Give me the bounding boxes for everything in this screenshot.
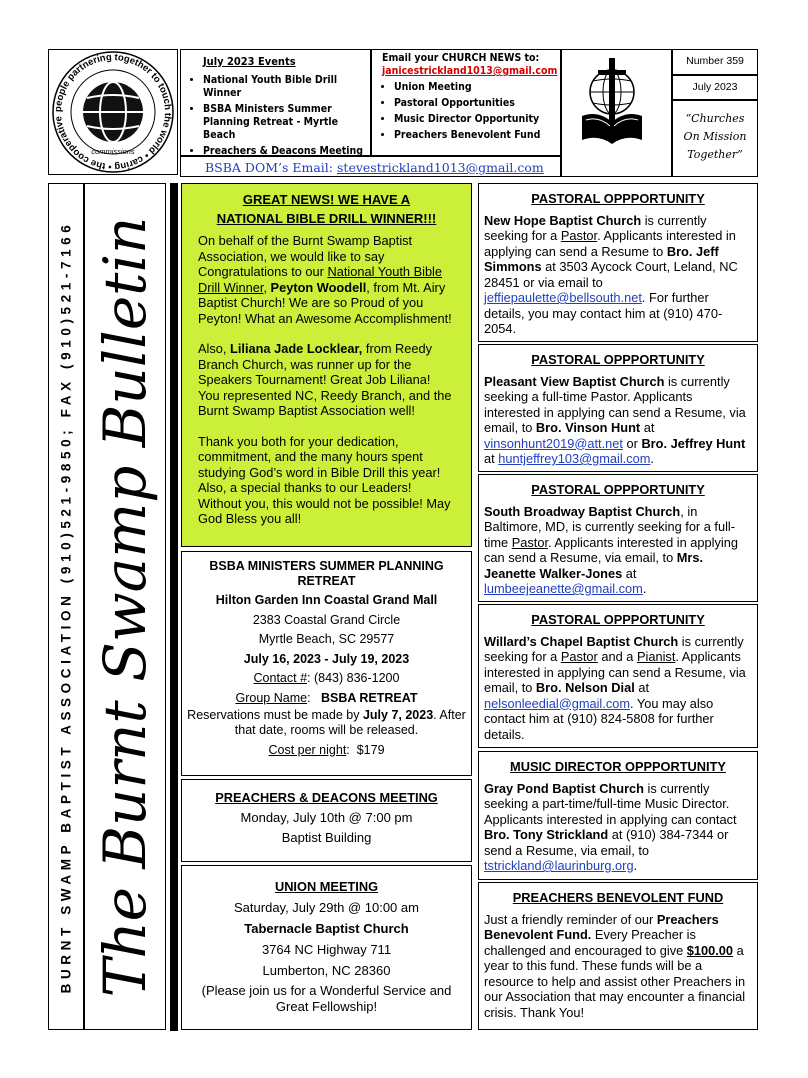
text: . Applicants interested in applying can send a Resume, via email, to [484, 649, 746, 695]
church-name: Gray Pond Baptist Church [484, 780, 644, 796]
preachers-deacons-article [181, 779, 472, 862]
events-list [181, 74, 370, 158]
union-meeting-article [181, 865, 472, 1030]
bible-drill-title [198, 190, 455, 228]
retreat-reservation [186, 708, 467, 738]
association-contact: BURNT SWAMP BAPTIST ASSOCIATION (910)521-9850; FAX (910)521-7166 [58, 220, 74, 993]
text: , [263, 279, 271, 295]
motto-line: “Churches [685, 112, 745, 125]
retreat-address: 2383 Coastal Grand Circle [252, 612, 401, 627]
opportunity-title: PASTORAL OPPPORTUNITY [531, 612, 705, 627]
opportunity-body [484, 781, 752, 874]
pastoral-opportunity-south-broadway [478, 474, 758, 602]
text: . Applicants interested in applying can send a Resume to [484, 228, 736, 259]
events-box [180, 49, 371, 156]
retreat-article [181, 551, 472, 776]
retreat-title: BSBA MINISTERS SUMMER PLANNING RETREAT [209, 559, 444, 588]
text: , from Mt. Airy Baptist Church! We are so Proud of you Peyton! What an Awesome Accomplishment! [198, 279, 452, 326]
text: BSBA RETREAT [320, 690, 418, 705]
opportunity-title: MUSIC DIRECTOR OPPPORTUNITY [510, 759, 726, 774]
dom-email-box [180, 156, 561, 177]
church-news-email[interactable]: janicestrickland1013@gmail.com [382, 65, 558, 77]
pastoral-opportunity-willards-chapel [478, 604, 758, 748]
church-name: Willard’s Chapel Baptist Church [484, 633, 679, 649]
union-church: Tabernacle Baptist Church [244, 921, 409, 936]
bulletin-title: The Burnt Swamp Bulletin [91, 216, 159, 997]
event-item: • National Youth Bible Drill Winner [203, 74, 370, 100]
church-name: New Hope Baptist Church [484, 212, 642, 228]
contact-email-link[interactable]: vinsonhunt2019@att.net [484, 435, 623, 451]
union-note: (Please join us for a Wonderful Service and Great Fellowship! [201, 983, 452, 1014]
bulletin-masthead [84, 183, 166, 1030]
pastoral-opportunity-new-hope [478, 183, 758, 342]
text: at [484, 451, 499, 466]
contact-name: Bro. Jeffrey Hunt [641, 435, 746, 451]
contact-name: Bro. Nelson Dial [535, 680, 635, 695]
text: is currently seeking a part-time/full-time Music Director. Applicants interested in applying can contact [484, 780, 737, 827]
text: at 3503 Aycock Court, Leland, NC 28451 or via email to [484, 259, 738, 290]
text: Also, [198, 341, 231, 356]
pastoral-opportunity-pleasant-view [478, 344, 758, 472]
retreat-contact [186, 669, 467, 689]
text: . [650, 451, 654, 466]
association-sidebar [48, 183, 84, 1030]
contact-email-link[interactable]: jeffiepaulette@bellsouth.net [484, 290, 642, 305]
text: . [633, 858, 638, 873]
union-address: 3764 NC Highway 711 [261, 942, 392, 957]
position: Pastor [511, 534, 549, 550]
events-title: July 2023 Events [203, 55, 296, 68]
text: or [622, 435, 642, 451]
contact-name: Bro. Jeff Simmons [484, 243, 719, 274]
text: Reservations must be made by [187, 708, 363, 722]
paragraph: Thank you both for your dedication, commitment, and the many hours spent studying God’s word in Bible Drill this year! Also, a special thanks to our Leaders! Without you, this would not be possible! May God Bless you all! [198, 433, 451, 526]
news-item: • Music Director Opportunity [394, 113, 560, 125]
text: Contact # [253, 671, 308, 685]
motto [672, 100, 758, 177]
text: , in Baltimore, MD, is currently seeking for a full-time [484, 503, 736, 550]
event-item: • BSBA Ministers Summer Planning Retreat - Myrtle Beach [203, 103, 370, 142]
fund-title: PREACHERS BENEVOLENT FUND [512, 890, 724, 905]
title-line: GREAT NEWS! WE HAVE A [242, 192, 411, 207]
cooperative-program-logo [48, 49, 178, 175]
runner-up-name: Liliana Jade Locklear, [230, 341, 363, 356]
union-city: Lumberton, NC 28360 [262, 963, 391, 978]
text: National Youth Bible Drill Winner [198, 264, 443, 295]
church-news-label: Email your CHURCH NEWS to: [382, 52, 540, 64]
text: . [642, 581, 647, 596]
text: at [622, 565, 637, 581]
text: Cost per night [268, 743, 347, 757]
preachers-when: Monday, July 10th @ 7:00 pm [240, 810, 413, 825]
preachers-where: Baptist Building [281, 830, 372, 845]
issue-number: Number 359 [672, 49, 758, 75]
text: $179 [356, 743, 385, 757]
text: at [634, 680, 649, 695]
dom-email-link[interactable]: stevestrickland1013@gmail.com [337, 160, 544, 175]
position: Pastor [560, 649, 598, 664]
motto-line: Together” [687, 148, 743, 161]
paragraph [198, 341, 455, 419]
cross-bible-box [561, 49, 672, 177]
church-news-prompt [382, 52, 560, 78]
fund-name: Preachers Benevolent Fund. [484, 911, 719, 942]
contact-name: Bro. Vinson Hunt [535, 420, 641, 435]
preachers-title: PREACHERS & DEACONS MEETING [215, 790, 438, 805]
cross-bible-icon [562, 50, 671, 176]
contact-name: Bro. Tony Strickland [484, 827, 609, 842]
position: Pianist [636, 649, 676, 664]
text: . You may also contact him at (910) 824-5808 for further details. [484, 695, 714, 742]
logo-ring-text: people partnering together to touch the world • caring • the cooperative [52, 51, 174, 173]
motto-line: On Mission [683, 130, 747, 143]
union-title: UNION MEETING [274, 879, 379, 894]
news-item: • Pastoral Opportunities [394, 97, 560, 109]
issue-month: July 2023 [672, 75, 758, 100]
text: Every Preacher is challenged and encouraged to give [484, 927, 696, 958]
text: from Reedy Branch Church, was runner up for the Speakers Tournament! Great Job Liliana! You represented NC, Reedy Branch, and the Burnt Swamp Baptist Association well! [198, 341, 452, 418]
preachers-benevolent-fund [478, 882, 758, 1030]
contact-email-link[interactable]: tstrickland@laurinburg.org [484, 858, 634, 873]
contact-email-link[interactable]: huntjeffrey103@gmail.com [498, 451, 651, 466]
retreat-cost: Cost per night: $179 [268, 743, 385, 757]
text: July 7, 2023 [362, 708, 434, 722]
church-name: Pleasant View Baptist Church [484, 373, 665, 389]
news-item: • Union Meeting [394, 81, 560, 93]
opportunity-title: PASTORAL OPPPORTUNITY [531, 352, 705, 367]
contact-email-link[interactable]: nelsonleedial@gmail.com [484, 695, 631, 711]
text: . After that date, rooms will be released. [234, 708, 466, 737]
opportunity-title: PASTORAL OPPPORTUNITY [531, 482, 705, 497]
fund-amount: $100.00 [686, 942, 734, 958]
opportunity-body [484, 213, 752, 337]
text: . Applicants interested in applying can send a Resume, via email, to [484, 534, 738, 565]
text: . For further details, you may contact him at (910) 470-2054. [484, 290, 723, 336]
text: Just a friendly reminder of our [484, 911, 657, 927]
contact-email-link[interactable]: lumbeejeanette@gmail.com [484, 581, 643, 596]
opportunity-title: PASTORAL OPPPORTUNITY [531, 191, 705, 206]
event-item: • Preachers & Deacons Meeting [203, 145, 370, 158]
opportunity-body [484, 634, 752, 743]
music-director-opportunity [478, 751, 758, 880]
text: On behalf of the Burnt Swamp Baptist Association, we would like to say Congratulations to our [198, 233, 413, 279]
globe-logo-icon [49, 50, 177, 174]
retreat-dates: July 16, 2023 - July 19, 2023 [243, 651, 410, 666]
text: Group Name [235, 690, 308, 705]
text: a year to this fund. These funds will be a resource to help and assist other Preachers in our Association that may encounter a financial crisis. Thank You! [484, 942, 746, 1020]
title-line: NATIONAL BIBLE DRILL WINNER!!! [216, 211, 437, 226]
retreat-city: Myrtle Beach, SC 29577 [258, 632, 395, 646]
union-when: Saturday, July 29th @ 10:00 am [234, 900, 419, 915]
news-item: • Preachers Benevolent Fund [394, 129, 560, 141]
fund-body [484, 912, 752, 1021]
church-news-box [371, 49, 561, 156]
logo-bottom-text: commissions [91, 147, 135, 156]
text: is currently seeking for a [484, 633, 744, 664]
dom-email-label: BSBA DOM’s Email: [205, 160, 334, 175]
position: Pastor [560, 228, 598, 243]
text: : (843) 836-1200 [307, 671, 400, 685]
text: at (910) 384-7344 or send a Resume, via email, to [484, 827, 729, 858]
text: and a [597, 649, 637, 664]
paragraph [198, 233, 455, 326]
retreat-venue: Hilton Garden Inn Coastal Grand Mall [215, 593, 438, 607]
church-name: South Broadway Baptist Church [484, 503, 681, 519]
news-list [372, 81, 560, 141]
divider-bar [170, 183, 178, 1031]
winner-name: Peyton Woodell [270, 279, 367, 295]
opportunity-body [484, 504, 752, 597]
opportunity-body [484, 374, 752, 467]
text: at [640, 420, 655, 435]
bible-drill-article [181, 183, 472, 547]
retreat-group: Group Name: BSBA RETREAT [235, 690, 418, 705]
text: is currently seeking a full-time Pastor. Applicants interested in applying can send a Resume, via email, to [484, 373, 746, 435]
text: is currently seeking for a [484, 212, 707, 243]
contact-name: Mrs. Jeanette Walker-Jones [484, 550, 704, 581]
